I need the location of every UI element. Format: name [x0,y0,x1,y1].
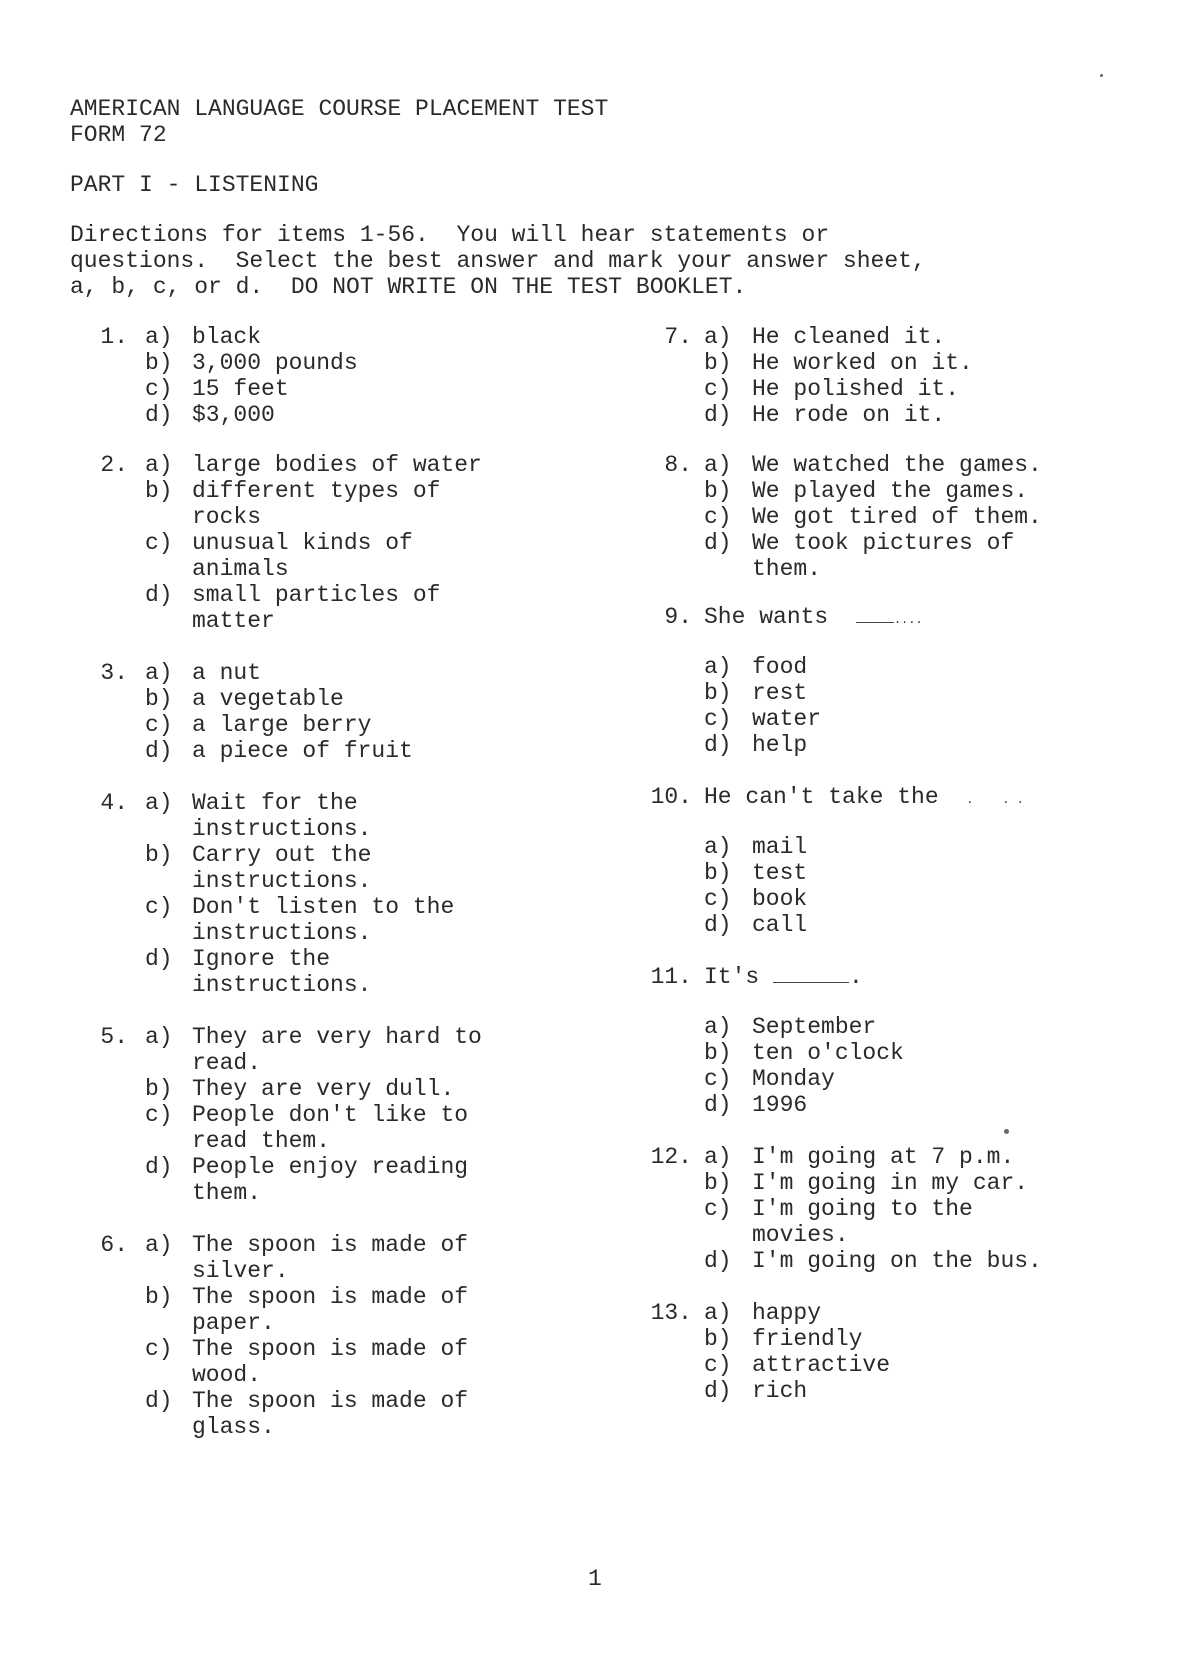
item-stem-text: She wants [704,604,829,630]
scan-speck [1004,1129,1009,1134]
option-text: them. [192,1180,262,1206]
option-text: Wait for the [192,790,358,816]
option-letter: a) [145,1024,173,1050]
option-text: glass. [192,1414,275,1440]
option-text: We got tired of them. [752,504,1042,530]
option-letter: d) [704,1092,732,1118]
option-letter: b) [145,842,173,868]
option-letter: c) [704,376,732,402]
option-text: Carry out the [192,842,372,868]
option-text: He polished it. [752,376,960,402]
option-text: attractive [752,1352,891,1378]
item-number: 11. [650,964,692,990]
item-stem: He can't take the . . . [704,784,1024,810]
option-text: read. [192,1050,262,1076]
option-letter: b) [704,1040,732,1066]
option-text: help [752,732,808,758]
option-letter: b) [145,1284,173,1310]
option-text: black [192,324,262,350]
option-letter: c) [704,1066,732,1092]
directions-line-3: a, b, c, or d. DO NOT WRITE ON THE TEST BOOKLET. [70,274,747,300]
option-text: September [752,1014,877,1040]
option-text: call [752,912,808,938]
option-text: water [752,706,822,732]
option-text: friendly [752,1326,863,1352]
option-text: instructions. [192,816,372,842]
option-text: They are very dull. [192,1076,455,1102]
option-letter: c) [704,504,732,530]
option-text: mail [752,834,808,860]
option-text: We played the games. [752,478,1029,504]
page-number: 1 [588,1566,602,1592]
directions-line-2: questions. Select the best answer and mark your answer sheet, [70,248,926,274]
option-letter: a) [704,834,732,860]
option-text: a piece of fruit [192,738,413,764]
option-text: He cleaned it. [752,324,946,350]
option-letter: a) [145,1232,173,1258]
item-number: 8. [664,452,692,478]
option-letter: c) [704,1196,732,1222]
option-text: We took pictures of [752,530,1015,556]
option-text: small particles of [192,582,441,608]
option-text: The spoon is made of [192,1336,469,1362]
option-text: silver. [192,1258,289,1284]
item-number: 1. [100,324,128,350]
option-text: I'm going on the bus. [752,1248,1042,1274]
option-text: I'm going to the [752,1196,973,1222]
option-text: test [752,860,808,886]
option-letter: d) [145,946,173,972]
option-text: a large berry [192,712,372,738]
test-title: AMERICAN LANGUAGE COURSE PLACEMENT TEST [70,96,609,122]
item-number: 4. [100,790,128,816]
item-stem: It's . [704,964,863,990]
option-letter: b) [145,1076,173,1102]
option-text: rich [752,1378,808,1404]
option-text: 15 feet [192,376,289,402]
option-text: movies. [752,1222,849,1248]
option-text: ten o'clock [752,1040,904,1066]
option-text: a vegetable [192,686,344,712]
option-letter: d) [704,732,732,758]
option-text: rest [752,680,808,706]
answer-blank [773,964,849,983]
option-letter: d) [145,738,173,764]
option-letter: c) [704,886,732,912]
option-text: rocks [192,504,262,530]
option-text: 3,000 pounds [192,350,358,376]
option-letter: d) [704,530,732,556]
option-letter: a) [145,660,173,686]
option-letter: b) [704,350,732,376]
option-letter: a) [704,324,732,350]
option-text: matter [192,608,275,634]
item-number: 2. [100,452,128,478]
option-letter: a) [704,452,732,478]
option-letter: c) [704,1352,732,1378]
scan-speck [1100,74,1103,77]
option-letter: a) [704,1300,732,1326]
option-letter: b) [704,1326,732,1352]
item-number: 6. [100,1232,128,1258]
option-text: paper. [192,1310,275,1336]
item-number: 13. [650,1300,692,1326]
option-letter: c) [145,376,173,402]
option-text: animals [192,556,289,582]
option-text: Monday [752,1066,835,1092]
option-letter: c) [145,1336,173,1362]
option-letter: d) [145,1154,173,1180]
option-text: The spoon is made of [192,1388,469,1414]
option-text: The spoon is made of [192,1232,469,1258]
option-letter: c) [145,1102,173,1128]
option-text: read them. [192,1128,331,1154]
option-letter: c) [704,706,732,732]
option-letter: a) [145,324,173,350]
item-number: 10. [650,784,692,810]
option-text: 1996 [752,1092,808,1118]
option-letter: b) [704,1170,732,1196]
option-letter: d) [704,912,732,938]
item-stem: She wants .... [704,604,923,630]
item-stem-text: He can't take the [704,784,939,810]
option-letter: c) [145,894,173,920]
option-letter: c) [145,712,173,738]
item-number: 7. [664,324,692,350]
option-letter: b) [704,860,732,886]
option-letter: a) [145,790,173,816]
option-text: them. [752,556,822,582]
item-number: 12. [650,1144,692,1170]
option-text: $3,000 [192,402,275,428]
option-letter: a) [145,452,173,478]
option-letter: d) [704,1378,732,1404]
option-text: The spoon is made of [192,1284,469,1310]
option-text: instructions. [192,972,372,998]
option-letter: d) [145,402,173,428]
item-number: 9. [664,604,692,630]
directions-line-1: Directions for items 1-56. You will hear statements or [70,222,830,248]
option-text: different types of [192,478,441,504]
option-letter: c) [145,530,173,556]
option-text: People don't like to [192,1102,469,1128]
option-text: I'm going in my car. [752,1170,1029,1196]
option-text: He rode on it. [752,402,946,428]
item-stem-text: It's [704,964,760,990]
option-letter: a) [704,1014,732,1040]
option-text: Don't listen to the [192,894,455,920]
option-letter: d) [145,582,173,608]
option-text: I'm going at 7 p.m. [752,1144,1015,1170]
option-letter: b) [145,350,173,376]
option-text: food [752,654,808,680]
answer-blank [856,604,894,623]
option-letter: b) [704,478,732,504]
item-number: 3. [100,660,128,686]
option-text: instructions. [192,868,372,894]
option-letter: d) [704,402,732,428]
option-text: We watched the games. [752,452,1042,478]
option-letter: b) [145,478,173,504]
option-text: book [752,886,808,912]
item-number: 5. [100,1024,128,1050]
option-letter: a) [704,654,732,680]
option-letter: a) [704,1144,732,1170]
option-text: They are very hard to [192,1024,482,1050]
part-heading: PART I - LISTENING [70,172,319,198]
option-letter: d) [704,1248,732,1274]
option-text: Ignore the [192,946,331,972]
option-text: a nut [192,660,262,686]
option-text: unusual kinds of [192,530,413,556]
option-text: People enjoy reading [192,1154,469,1180]
option-letter: d) [145,1388,173,1414]
option-text: He worked on it. [752,350,973,376]
option-letter: b) [145,686,173,712]
option-text: large bodies of water [192,452,482,478]
option-text: happy [752,1300,822,1326]
form-number: FORM 72 [70,122,167,148]
option-text: instructions. [192,920,372,946]
option-letter: b) [704,680,732,706]
option-text: wood. [192,1362,262,1388]
